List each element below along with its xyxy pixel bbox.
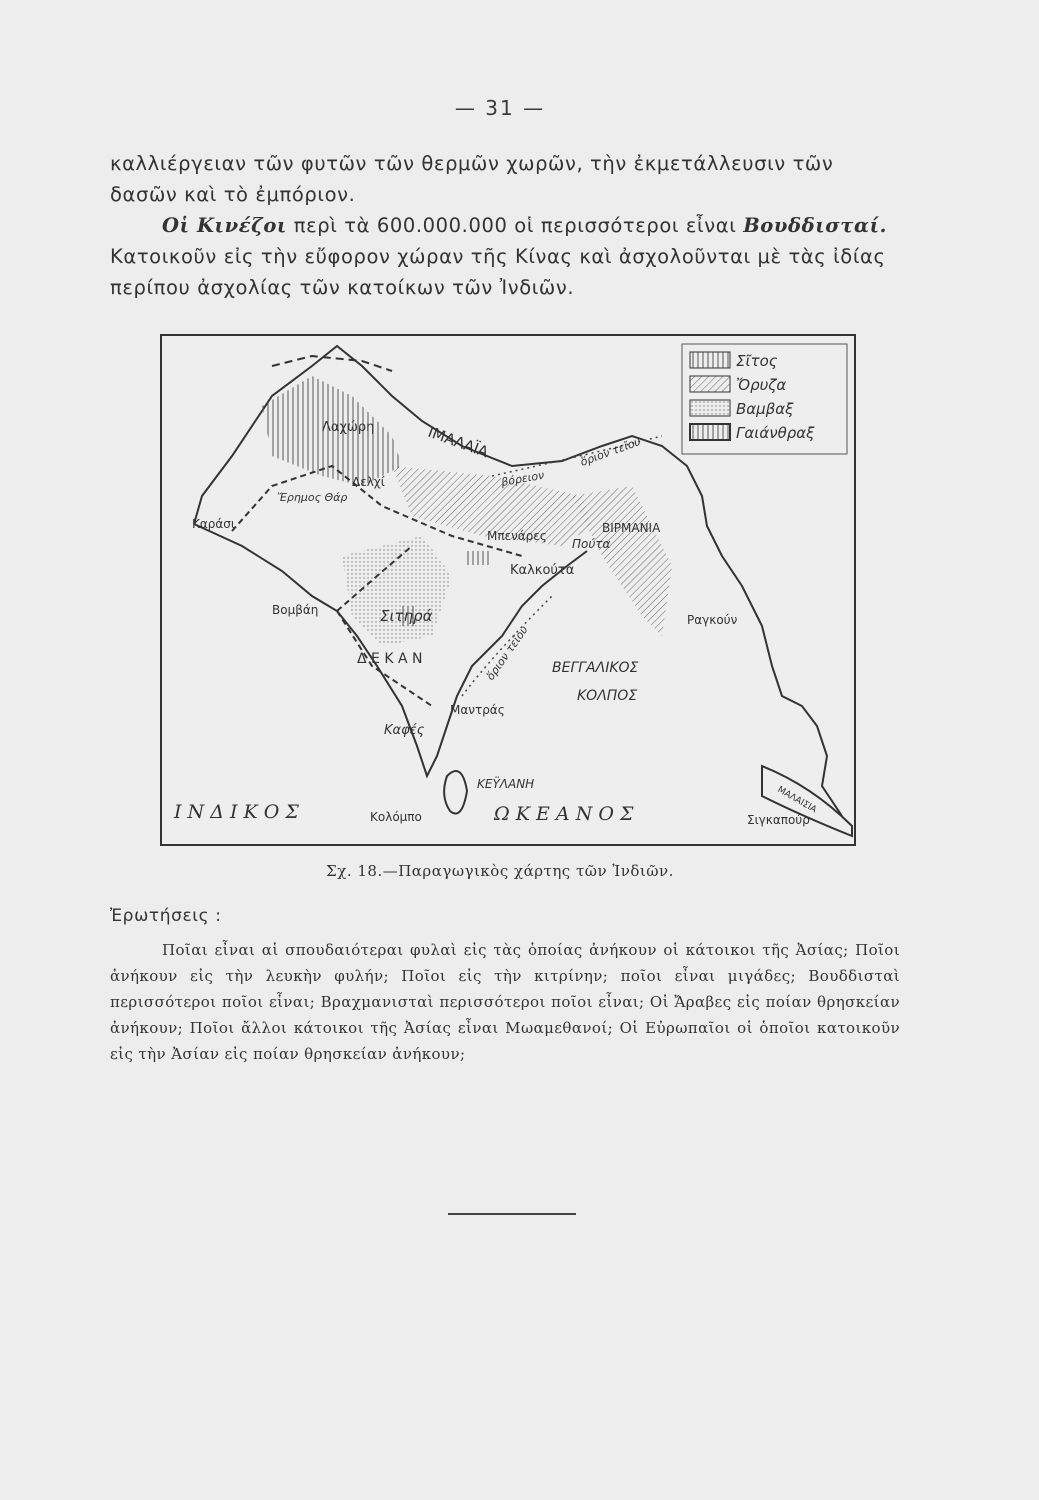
legend-wheat-swatch xyxy=(690,352,730,368)
coal-mark-1 xyxy=(467,551,489,565)
label-rangoon: Ραγκούν xyxy=(687,613,738,627)
questions-text: Ποῖαι εἶναι αἱ σπουδαιότεραι φυλαὶ εἰς τὰς ὁποίας ἀνήκουν οἱ κάτοικοι τῆς Ἀσίας; Ποῖοι ἀνήκουν εἰς τὴν λευκὴν φυλήν; Ποῖοι εἰς τὴν κιτρίνην; ποῖοι εἶναι μιγάδες; Βουδδισταὶ περισσότεροι ποῖοι εἶναι; Βραχμανισταὶ περισσότεροι ποῖοι εἶναι; Οἱ Ἄραβες εἰς ποίαν θρησκείαν ἀνήκουν; Ποῖοι ἄλλοι κάτοικοι τῆς Ἀσίας εἶναι Μωαμεθανοί; Οἱ Εὐρωπαῖοι οἱ ὁποῖοι κατοικοῦν εἰς τὴν Ἀσίαν εἰς ποίαν θρησκείαν ἀνήκουν; xyxy=(110,941,900,1063)
rest-text: Κατοικοῦν εἰς τὴν εὔφορον χώραν τῆς Κίνας καὶ ἀσχολοῦνται μὲ τὰς ἰδίας περίπου ἀσχολίας τῶν κατοίκων τῶν Ἰνδιῶν. xyxy=(110,245,886,299)
label-ocean-right: Ω Κ Ε Α Ν Ο Σ xyxy=(494,803,634,825)
questions-body xyxy=(110,937,900,1067)
label-bay-2: ΚΟΛΠΟΣ xyxy=(577,688,638,704)
label-madras: Μαντράς xyxy=(450,703,505,717)
label-wheat-area: Σιτηρά xyxy=(380,607,433,625)
label-border-south: ὅριον τεῖου xyxy=(483,623,531,683)
religion-text: Βουδδισταί. xyxy=(743,214,888,237)
paragraph-1: καλλιέργειαν τῶν φυτῶν τῶν θερμῶν χωρῶν, τὴν ἐκμετάλλευσιν τῶν δασῶν καὶ τὸ ἐμπόριον. xyxy=(110,152,834,206)
legend-coal-swatch xyxy=(690,424,730,440)
ceylon-outline xyxy=(444,771,467,814)
subject-text: Οἱ Κινέζοι xyxy=(162,214,287,237)
burma-rice xyxy=(572,486,672,636)
label-desert: Ἔρημος Θάρ xyxy=(277,491,348,504)
label-benares: Μπενάρες xyxy=(487,529,547,543)
paragraph-2 xyxy=(110,210,900,303)
label-singapore: Σιγκαπούρ xyxy=(747,813,810,827)
legend-coal: Γαιάνθραξ xyxy=(736,424,815,442)
label-bay-1: ΒΕΓΓΑΛΙΚΟΣ xyxy=(552,660,639,676)
legend-rice-swatch xyxy=(690,376,730,392)
label-calcutta: Καλκούτα xyxy=(510,563,575,578)
label-himalaya: ΙΜΑΛΑΪΑ xyxy=(425,422,491,462)
label-border-north: ὅριον τεῖου xyxy=(578,434,643,469)
label-cotton-note: βόρειον xyxy=(500,468,546,489)
label-karachi: Καράσι xyxy=(192,517,235,531)
india-production-map xyxy=(160,334,856,846)
label-delhi: Δελχί xyxy=(352,475,385,489)
questions-title: Ἐρωτήσεις : xyxy=(110,906,222,926)
label-ocean-left: Ι Ν Δ Ι Κ Ο Σ xyxy=(174,801,299,823)
label-colombo: Κολόμπο xyxy=(370,810,422,824)
page-number: — 31 — xyxy=(454,96,546,120)
legend-cotton-swatch xyxy=(690,400,730,416)
legend-wheat: Σῖτος xyxy=(736,352,778,370)
label-burma: ΒΙΡΜΑΝΙΑ xyxy=(602,521,661,535)
label-malaya: ΜΑΛΑΙΣΙΑ xyxy=(775,784,819,816)
label-lahore: Λαχώρη xyxy=(322,420,375,435)
northern-border xyxy=(272,356,392,371)
section-divider xyxy=(448,1213,576,1215)
label-bombay: Βομβάη xyxy=(272,603,319,617)
label-coffee: Καφές xyxy=(384,723,425,738)
label-deccan: Δ Ε Κ Α Ν xyxy=(357,651,423,667)
legend-cotton: Βαμβαξ xyxy=(736,400,794,418)
middle-text: περὶ τὰ 600.000.000 οἱ περισσότεροι εἶναι xyxy=(293,214,737,237)
label-ceylon: ΚΕΫΛΑΝΗ xyxy=(477,777,535,791)
figure-caption: Σχ. 18.—Παραγωγικὸς χάρτης τῶν Ἰνδιῶν. xyxy=(326,862,674,880)
label-patna: Πούτα xyxy=(572,537,611,551)
legend-rice: Ὄρυζα xyxy=(736,376,787,394)
cotton-region xyxy=(342,536,452,646)
